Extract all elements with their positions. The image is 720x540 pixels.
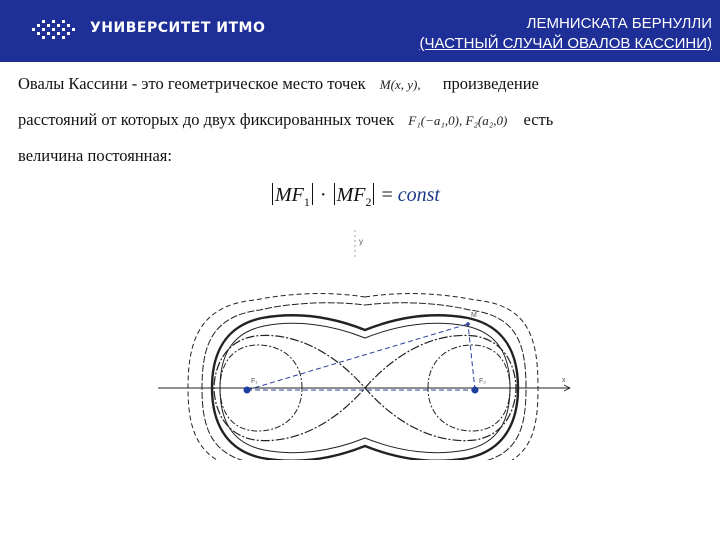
- cassini-ovals-figure: [150, 220, 580, 460]
- formula-mf1: MF: [275, 184, 304, 206]
- slide-title-line1: ЛЕМНИСКАТА БЕРНУЛЛИ: [526, 15, 712, 32]
- label-f1: F₁: [251, 378, 258, 385]
- text-line-2: [18, 110, 553, 130]
- focus-f2: [472, 387, 479, 394]
- formula-sub2: 2: [365, 195, 372, 209]
- point-m: M(x, y),: [379, 77, 421, 92]
- label-x: x: [562, 377, 566, 384]
- formula-eq: =: [381, 184, 393, 206]
- itmo-logo: [30, 18, 78, 42]
- header-bar: [0, 0, 720, 62]
- slide-title-line2: (ЧАСТНЫЙ СЛУЧАЙ ОВАЛОВ КАССИНИ): [419, 35, 712, 52]
- label-f2: F₂: [479, 378, 486, 385]
- slide-title: [419, 14, 712, 54]
- label-y: y: [359, 237, 363, 246]
- formula-mf2: MF: [336, 184, 366, 206]
- line1-end: произведение: [442, 74, 539, 93]
- segment-mf2: [468, 324, 475, 390]
- label-m: M: [471, 312, 477, 319]
- brand-name: УНИВЕРСИТЕТ ИТМО: [90, 20, 266, 36]
- formula-const: const: [397, 184, 440, 206]
- text-line-1: [18, 74, 539, 94]
- points-f: F₁(−a₁,0), F₂(a₂,0): [408, 113, 508, 128]
- point-m-marker: [466, 322, 470, 326]
- formula-dot: ·: [319, 184, 327, 206]
- line1-start: Овалы Кассини - это геометрическое место точек: [18, 74, 366, 93]
- formula-sub1: 1: [303, 195, 310, 209]
- line2-end: есть: [523, 110, 554, 129]
- cassini-formula: [270, 183, 440, 210]
- text-line-3: величина постоянная:: [18, 146, 172, 165]
- focus-f1: [244, 387, 251, 394]
- line2-start: расстояний от которых до двух фиксированных точек: [18, 110, 395, 129]
